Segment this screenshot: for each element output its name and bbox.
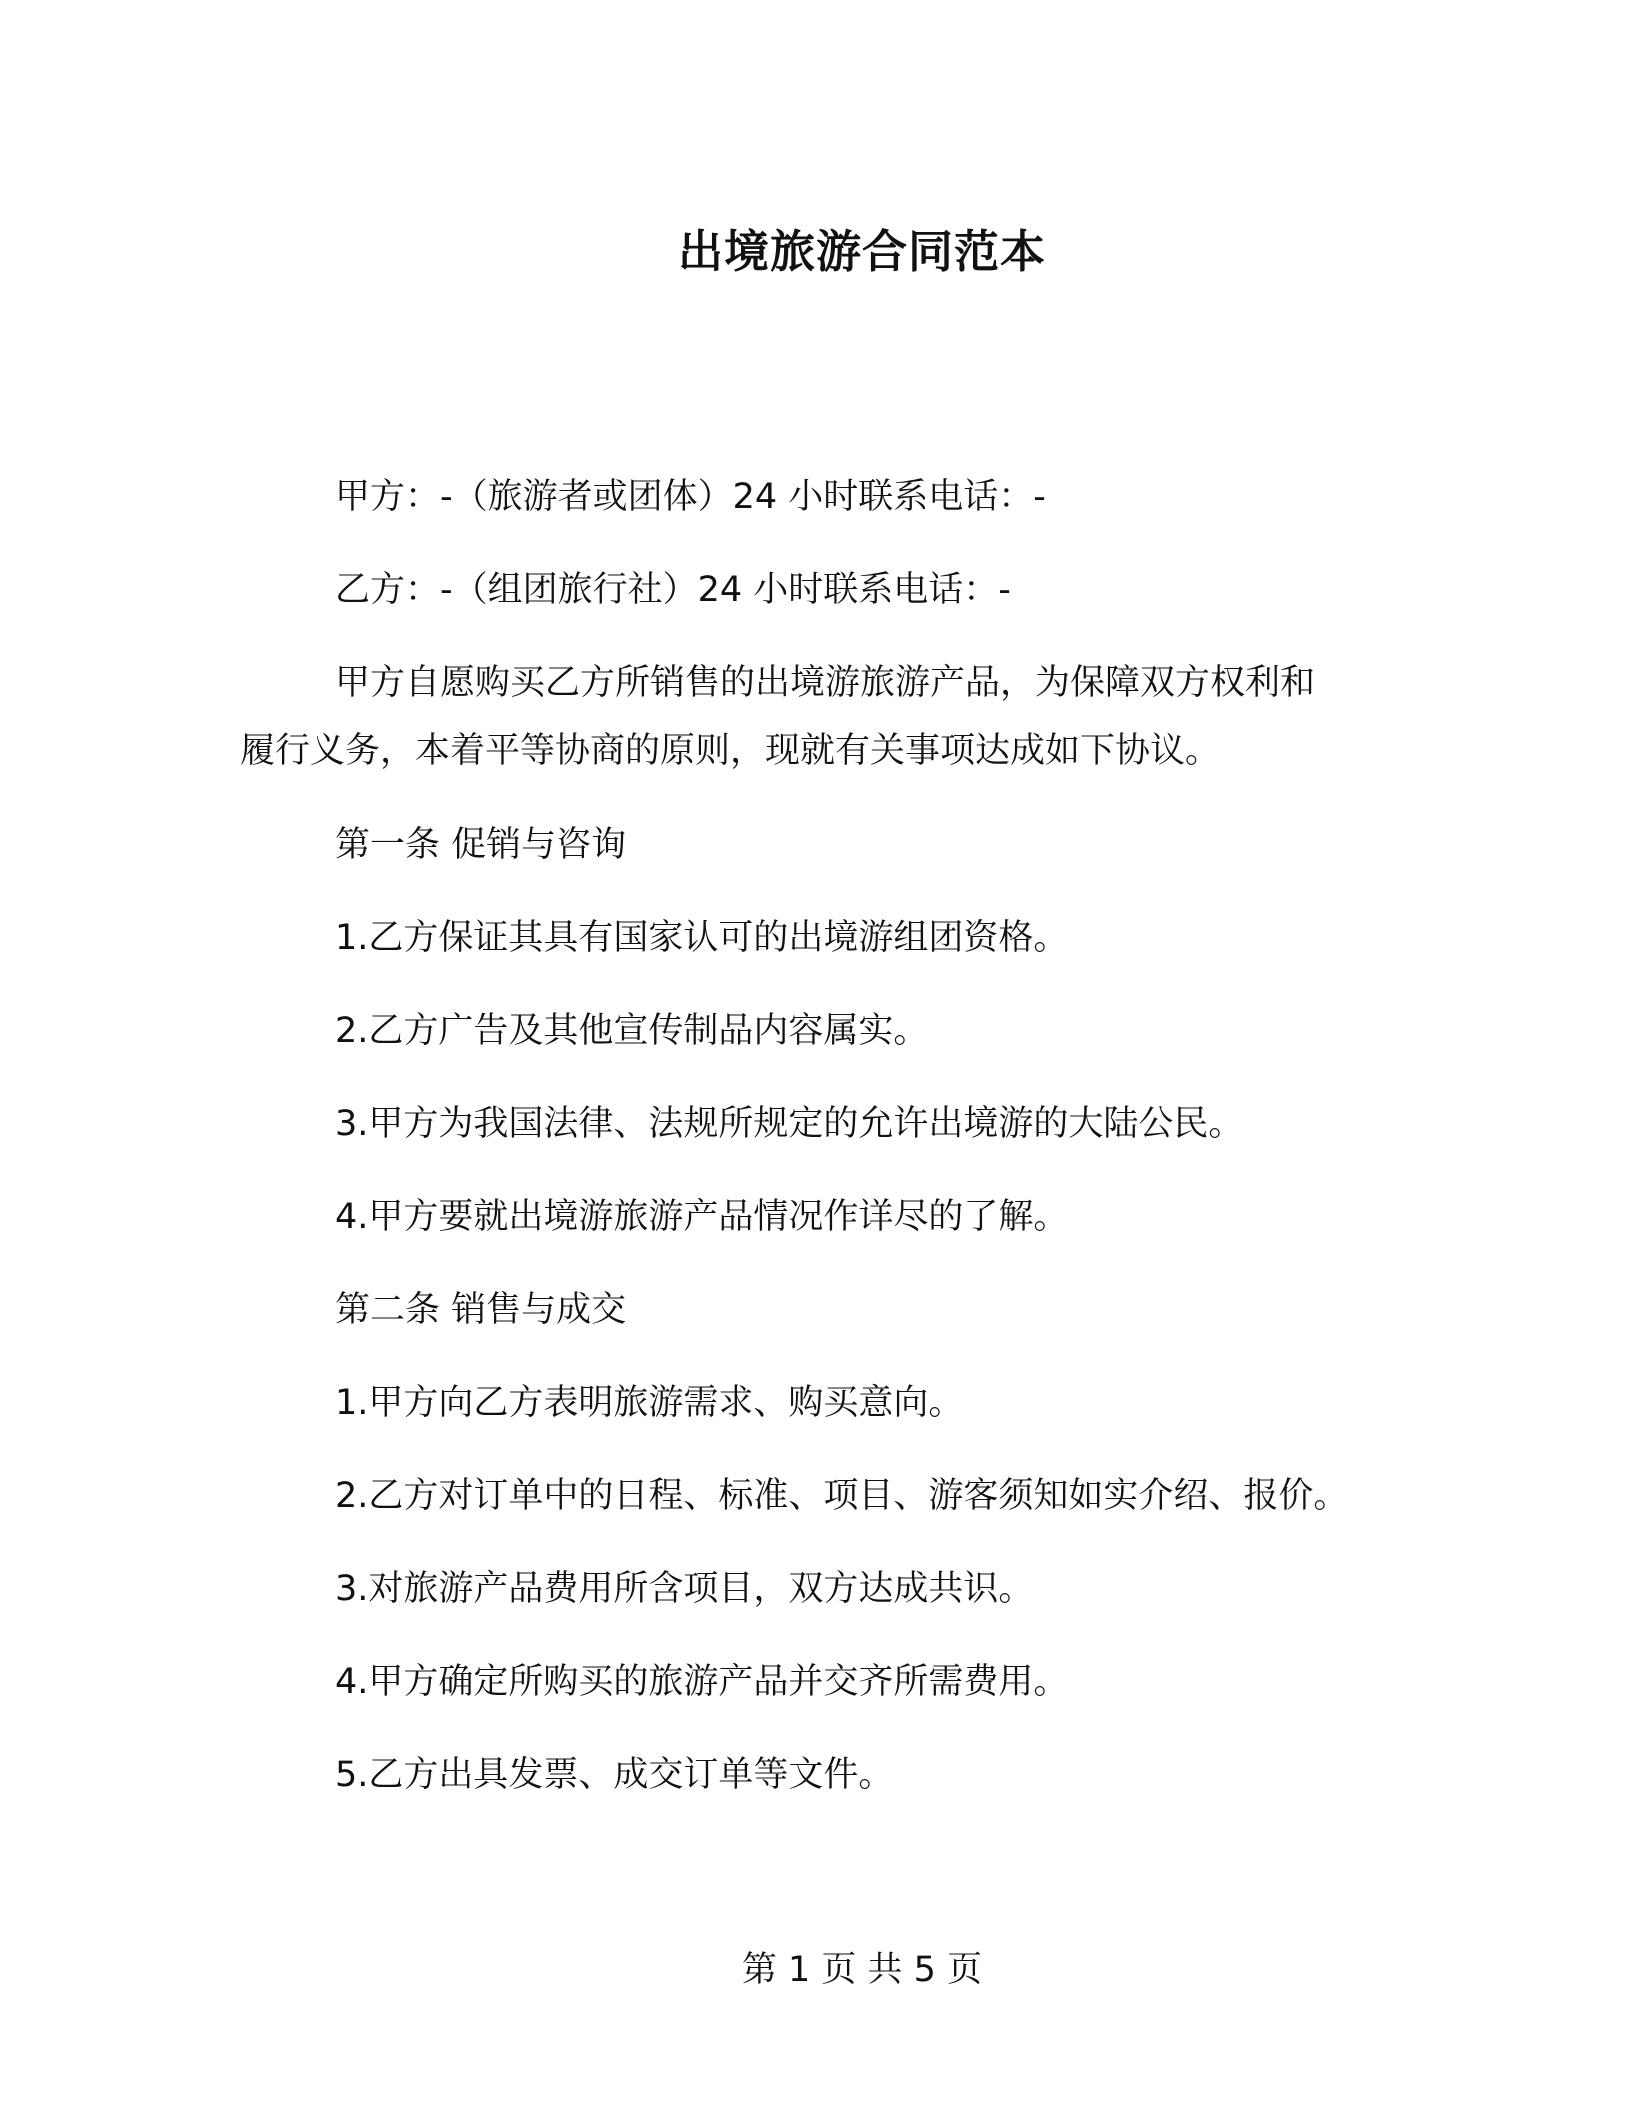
- party-b-line: 乙方：-（组团旅行社）24 小时联系电话：-: [335, 570, 1011, 610]
- article-1-item: 2.乙方广告及其他宣传制品内容属实。: [335, 1011, 929, 1051]
- article-2-item: 1.甲方向乙方表明旅游需求、购买意向。: [335, 1383, 964, 1423]
- article-1-item: 1.乙方保证其具有国家认可的出境游组团资格。: [335, 918, 1069, 958]
- article-1-item: 3.甲方为我国法律、法规所规定的允许出境游的大陆公民。: [335, 1104, 1244, 1144]
- article-2-item: 4.甲方确定所购买的旅游产品并交齐所需费用。: [335, 1662, 1069, 1702]
- intro-paragraph-line-2: 履行义务，本着平等协商的原则，现就有关事项达成如下协议。: [240, 731, 1221, 771]
- page-number-footer: 第 1 页 共 5 页: [741, 1950, 983, 1990]
- article-2-heading: 第二条 销售与成交: [335, 1290, 627, 1330]
- intro-paragraph-line-1: 甲方自愿购买乙方所销售的出境游旅游产品，为保障双方权利和: [335, 663, 1316, 703]
- document-title: 出境旅游合同范本: [677, 225, 1046, 278]
- article-1-heading: 第一条 促销与咨询: [335, 825, 627, 865]
- party-a-line: 甲方：-（旅游者或团体）24 小时联系电话：-: [335, 477, 1046, 517]
- article-1-item: 4.甲方要就出境游旅游产品情况作详尽的了解。: [335, 1197, 1069, 1237]
- article-2-item: 2.乙方对订单中的日程、标准、项目、游客须知如实介绍、报价。: [335, 1476, 1349, 1516]
- article-2-item: 5.乙方出具发票、成交订单等文件。: [335, 1755, 894, 1795]
- article-2-item: 3.对旅游产品费用所含项目，双方达成共识。: [335, 1569, 1034, 1609]
